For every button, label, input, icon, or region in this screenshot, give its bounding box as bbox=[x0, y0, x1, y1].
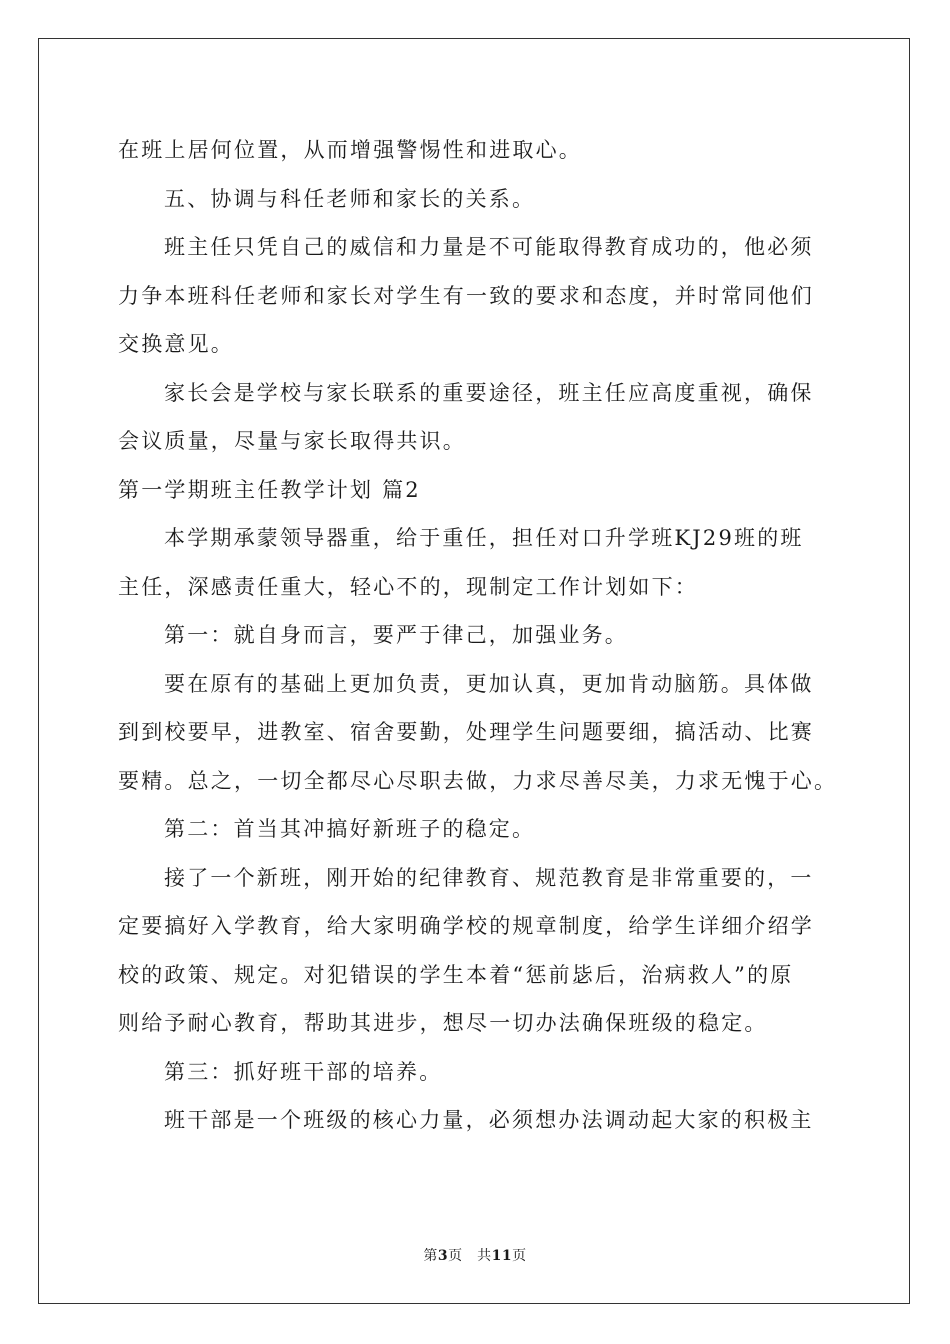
text-line: 力争本班科任老师和家长对学生有一致的要求和态度，并时常同他们 bbox=[118, 283, 814, 308]
text-line: 校的政策、规定。对犯错误的学生本着“惩前毖后，治病救人”的原 bbox=[118, 962, 794, 987]
article-title: 第一学期班主任教学计划 篇2 bbox=[118, 477, 421, 502]
page-mid: 页 共 bbox=[448, 1248, 492, 1264]
text-line: 则给予耐心教育，帮助其进步，想尽一切办法确保班级的稳定。 bbox=[118, 1011, 768, 1035]
page-total: 11 bbox=[491, 1248, 513, 1264]
text-line: 本学期承蒙领导器重，给于重任，担任对口升学班KJ29班的班 bbox=[164, 526, 804, 550]
section-heading: 第二：首当其冲搞好新班子的稳定。 bbox=[164, 817, 536, 841]
text-line: 家长会是学校与家长联系的重要途径，班主任应高度重视，确保 bbox=[164, 380, 814, 405]
page-prefix: 第 bbox=[423, 1248, 438, 1264]
text-line: 要精。总之，一切全都尽心尽职去做，力求尽善尽美，力求无愧于心。 bbox=[118, 768, 838, 793]
page-suffix: 页 bbox=[512, 1248, 527, 1264]
text-line: 班干部是一个班级的核心力量，必须想办法调动起大家的积极主 bbox=[164, 1108, 814, 1132]
text-line: 要在原有的基础上更加负责，更加认真，更加肯动脑筋。具体做 bbox=[164, 671, 814, 696]
section-heading: 五、协调与科任老师和家长的关系。 bbox=[164, 186, 536, 211]
text-line: 在班上居何位置，从而增强警惕性和进取心。 bbox=[118, 138, 582, 162]
document-body bbox=[118, 126, 838, 1145]
page-footer bbox=[0, 1245, 950, 1265]
text-line: 主任，深感责任重大，轻心不的，现制定工作计划如下： bbox=[118, 574, 698, 599]
section-heading: 第一：就自身而言，要严于律己，加强业务。 bbox=[164, 623, 628, 647]
text-line: 会议质量，尽量与家长取得共识。 bbox=[118, 429, 466, 453]
text-line: 交换意见。 bbox=[118, 332, 234, 356]
page-current: 3 bbox=[437, 1248, 449, 1264]
text-line: 定要搞好入学教育，给大家明确学校的规章制度，给学生详细介绍学 bbox=[118, 914, 814, 938]
text-line: 接了一个新班，刚开始的纪律教育、规范教育是非常重要的，一 bbox=[164, 865, 814, 890]
text-line: 到到校要早，进教室、宿舍要勤，处理学生问题要细，搞活动、比赛 bbox=[118, 720, 814, 744]
text-line: 班主任只凭自己的威信和力量是不可能取得教育成功的，他必须 bbox=[164, 235, 814, 259]
section-heading: 第三：抓好班干部的培养。 bbox=[164, 1059, 443, 1084]
